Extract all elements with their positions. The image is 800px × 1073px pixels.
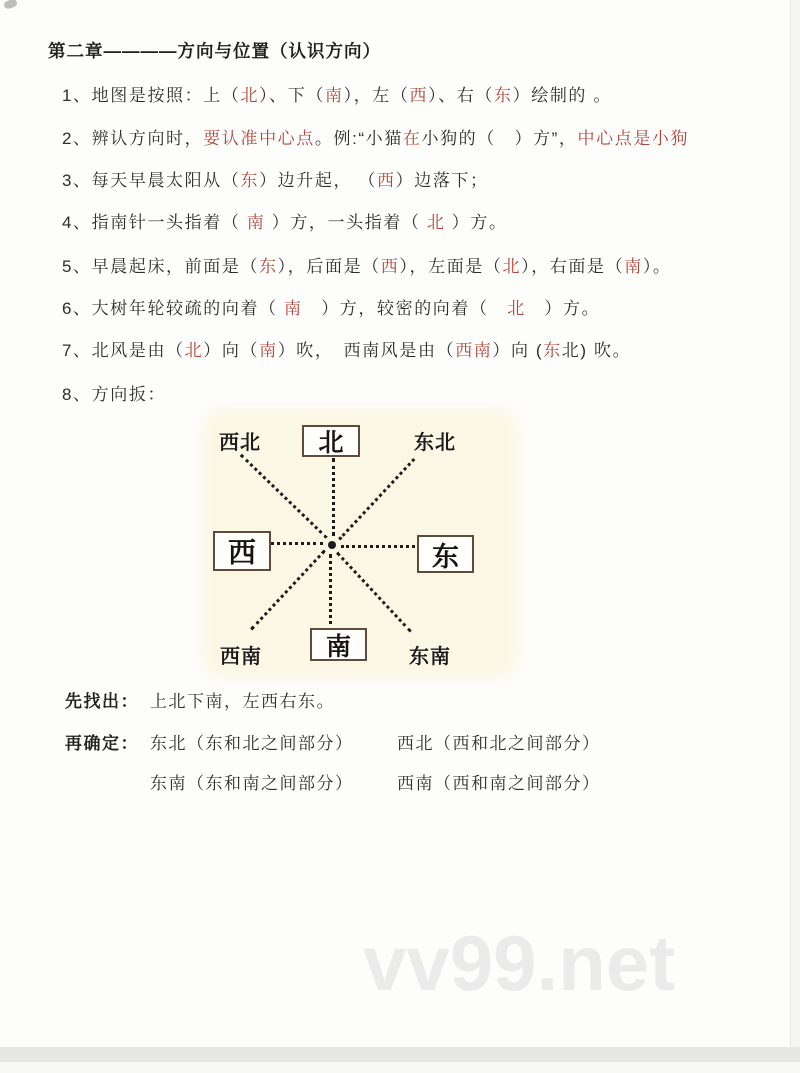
chapter-title: 第二章————方向与位置（认识方向） [48, 41, 381, 61]
text-segment: 东 [543, 341, 562, 360]
text-segment: 南 [283, 299, 303, 318]
text-segment: 北 [426, 213, 446, 232]
note-line-7 [62, 340, 631, 362]
confirm-row2-left: 东南（东和南之间部分） [150, 774, 354, 793]
confirm-row1-left: 东北（东和北之间部分） [150, 734, 354, 753]
text-segment: ) 吹。 [580, 341, 632, 360]
text-segment: ）、下（ [259, 86, 325, 105]
direction-board-diagram [210, 416, 510, 670]
text-segment: 东 [240, 171, 260, 190]
watermark: vv99.net [363, 919, 676, 1007]
note-line-3 [62, 170, 489, 192]
scan-artifact-smudge [3, 0, 18, 10]
text-segment: 。例:“小猫 [314, 129, 403, 148]
note-line-5 [62, 256, 672, 278]
corner-label-northeast: 东北 [414, 432, 456, 454]
note-line-4 [62, 212, 508, 234]
text-segment: 西 [409, 86, 429, 105]
text-segment: 东 [494, 86, 513, 105]
text-segment: 北 [561, 341, 581, 360]
text-segment: ）边落下； [395, 171, 489, 190]
text-segment: ）方，一头指着（ [265, 213, 427, 232]
text-segment: 西 [380, 257, 400, 276]
text-segment: 8、方向扳： [62, 385, 167, 404]
direction-box-east: 东 [417, 535, 474, 573]
text-segment: ）向 ( [492, 341, 544, 360]
text-segment: 南 [624, 257, 643, 276]
note-line-2 [62, 128, 689, 150]
corner-label-southwest: 西南 [220, 646, 262, 668]
direction-box-south: 南 [310, 628, 367, 661]
find-first-label: 先找出： [65, 692, 139, 711]
text-segment: 南 [324, 86, 344, 105]
direction-box-north: 北 [302, 425, 360, 457]
text-segment: 西 [377, 171, 396, 190]
text-segment: 7、北风是由（ [62, 341, 185, 360]
text-segment: ），右面是（ [521, 257, 625, 276]
right-edge-strip [790, 0, 800, 1073]
text-segment: ）绘制的 。 [512, 86, 612, 105]
note-line-8 [62, 384, 166, 406]
bottom-offwhite-area [0, 1062, 800, 1073]
dotted-ray-south-icon [329, 554, 332, 632]
text-segment: 6、大树年轮较疏的向着（ [62, 299, 284, 318]
dotted-ray-northwest-icon [240, 454, 328, 539]
note-line-1 [62, 85, 612, 107]
text-segment: ）方。 [445, 213, 508, 232]
find-first-text: 上北下南，左西右东。 [150, 692, 335, 711]
bottom-edge-strip [0, 1047, 800, 1062]
dotted-ray-southeast-icon [336, 552, 412, 633]
direction-box-west: 西 [213, 531, 271, 571]
text-segment: 5、早晨起床，前面是（ [62, 257, 260, 276]
dotted-ray-east-icon [341, 545, 415, 548]
text-segment: 中心点是小狗 [577, 129, 690, 148]
text-segment: ）吹， 西南风是由（ [277, 341, 456, 360]
corner-label-northwest: 西北 [219, 432, 261, 454]
confirm-row2-right: 西南（西和南之间部分） [397, 774, 601, 793]
dotted-ray-west-icon [265, 542, 323, 545]
text-segment: 南 [246, 213, 266, 232]
text-segment: 小狗的（ ）方”， [421, 129, 578, 148]
text-segment: 北 [184, 341, 204, 360]
dotted-ray-north-icon [332, 458, 335, 536]
note-line-6 [62, 298, 600, 320]
text-segment: 北 [507, 299, 526, 318]
text-segment: ）方，较密的向着（ [302, 299, 508, 318]
text-segment: 4、指南针一头指着（ [62, 213, 247, 232]
text-segment: 北 [502, 257, 522, 276]
text-segment: 1、地图是按照：上（ [62, 86, 241, 105]
text-segment: ）。 [642, 257, 672, 276]
confirm-row1-right: 西北（西和北之间部分） [397, 734, 601, 753]
text-segment: ）向（ [203, 341, 260, 360]
text-segment: 要认准中心点 [203, 129, 315, 148]
dotted-ray-northeast-icon [338, 458, 415, 540]
text-segment: ）、右（ [428, 86, 495, 105]
diagram-center-dot [328, 541, 336, 549]
text-segment: 3、每天早晨太阳从（ [62, 171, 241, 190]
text-segment: 2、辨认方向时， [62, 129, 204, 148]
then-confirm-label: 再确定： [65, 734, 139, 753]
text-segment: ），后面是（ [277, 257, 381, 276]
text-segment: 在 [402, 129, 422, 148]
text-segment: 西南 [455, 341, 493, 360]
text-segment: ），左（ [343, 86, 410, 105]
text-segment: 东 [259, 257, 278, 276]
text-segment: 北 [240, 86, 260, 105]
text-segment: ）边升起， （ [259, 171, 378, 190]
text-segment: ）方。 [525, 299, 601, 318]
corner-label-southeast: 东南 [409, 646, 451, 668]
text-segment: 南 [259, 341, 278, 360]
text-segment: ），左面是（ [399, 257, 503, 276]
